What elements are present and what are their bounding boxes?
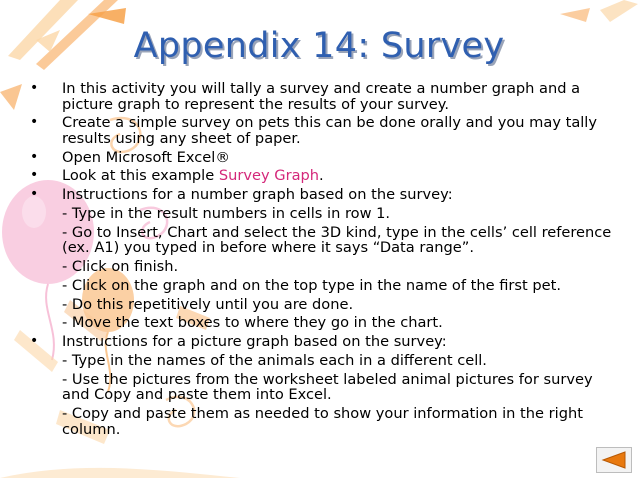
bullet-item: • In this activity you will tally a survey and create a number graph and a picture graph to represent the results of your survey. <box>24 81 614 112</box>
sub-item: - Click on the graph and on the top type in the name of the first pet. <box>62 276 561 294</box>
sub-item: - Click on finish. <box>62 258 179 276</box>
sub-item: - Do this repetitively until you are done. <box>62 295 354 313</box>
back-arrow-icon <box>601 451 627 469</box>
bullet-item: • Instructions for a number graph based on the survey: <box>24 187 614 203</box>
sub-item: - Go to Insert, Chart and select the 3D kind, type in the cells’ cell reference (ex. A1) you typed in before where it says “Data range”. <box>62 223 612 257</box>
slide-content <box>24 81 614 440</box>
back-nav-button[interactable] <box>596 447 632 473</box>
slide-title: Appendix 14: Survey <box>133 26 505 66</box>
sub-item: - Move the text boxes to where they go in the chart. <box>62 314 443 332</box>
sub-item: - Copy and paste them as needed to show your information in the right column. <box>62 405 583 438</box>
bullet-item: • Open Microsoft Excel® <box>24 150 614 166</box>
bullet-item: • Look at this example Survey Graph. <box>24 168 614 184</box>
survey-graph-link[interactable]: Survey Graph <box>218 167 320 185</box>
bullet-item: • Instructions for a picture graph based on the survey: <box>24 334 614 350</box>
sub-item: - Use the pictures from the worksheet labeled animal pictures for survey and Copy and paste them into Excel. <box>62 370 593 404</box>
sub-item: - Type in the names of the animals each in a different cell. <box>62 352 487 370</box>
bullet-item: • Create a simple survey on pets this can be done orally and you may tally results using any sheet of paper. <box>24 115 614 146</box>
sub-item: - Type in the result numbers in cells in row 1. <box>62 204 391 222</box>
